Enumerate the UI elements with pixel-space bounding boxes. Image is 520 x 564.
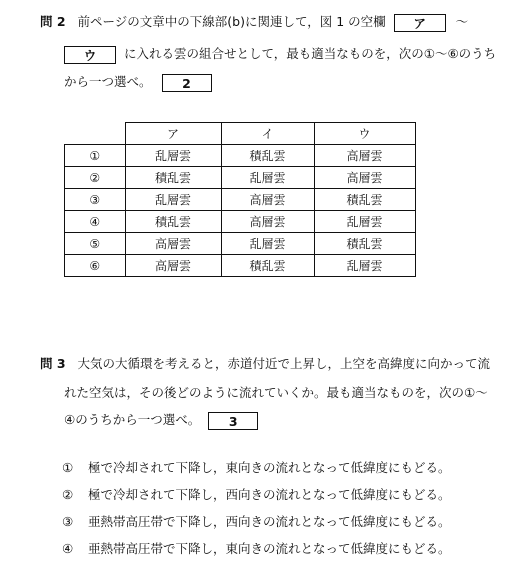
table-cell: 乱層雲 <box>125 189 221 211</box>
row-number: ③ <box>65 189 126 211</box>
choice-number: ① <box>62 460 74 475</box>
table-cell: 積乱雲 <box>314 189 415 211</box>
table-cell: 乱層雲 <box>125 145 221 167</box>
choice-2 <box>62 485 451 503</box>
table-cell: 乱層雲 <box>221 167 314 189</box>
choice-1 <box>62 458 451 476</box>
row-number: ⑥ <box>65 255 126 277</box>
choice-text: 極で冷却されて下降し，東向きの流れとなって低緯度にもどる。 <box>87 460 451 475</box>
table-corner <box>65 123 126 145</box>
answer-box-2: 2 <box>162 74 212 92</box>
choice-text: 極で冷却されて下降し，西向きの流れとなって低緯度にもどる。 <box>87 487 451 502</box>
blank-box-c: ウ <box>64 46 116 64</box>
table-cell: 高層雲 <box>314 167 415 189</box>
table-cell: 積乱雲 <box>125 167 221 189</box>
table-row <box>65 255 416 277</box>
q2-line-3-text: から一つ選べ。 <box>64 74 152 89</box>
row-number: ⑤ <box>65 233 126 255</box>
q3-line-1 <box>40 354 490 372</box>
table-header-a: ア <box>125 123 221 145</box>
q2-line-1 <box>40 12 468 32</box>
table-row <box>65 145 416 167</box>
table-cell: 積乱雲 <box>125 211 221 233</box>
answer-box-3: 3 <box>208 412 258 430</box>
table-cell: 高層雲 <box>221 189 314 211</box>
blank-box-a: ア <box>394 14 446 32</box>
q3-line-2-text: れた空気は，その後どのように流れていくか。最も適当なものを，次の①～ <box>64 385 488 400</box>
q2-line-2 <box>64 44 496 64</box>
row-number: ④ <box>65 211 126 233</box>
choice-number: ② <box>62 487 74 502</box>
table-row <box>65 233 416 255</box>
choice-text: 亜熱帯高圧帯で下降し，西向きの流れとなって低緯度にもどる。 <box>87 514 451 529</box>
q2-number: 問 2 <box>40 14 66 29</box>
table-row <box>65 189 416 211</box>
q2-line-1-text: 前ページの文章中の下線部(b)に関連して，図 1 の空欄 <box>77 14 386 29</box>
choice-number: ④ <box>62 541 74 556</box>
table-header-c: ウ <box>314 123 415 145</box>
table-row <box>65 211 416 233</box>
table-row <box>65 167 416 189</box>
q2-tilde: ～ <box>455 14 469 29</box>
q3-line-2 <box>64 383 488 401</box>
table-header-row <box>65 123 416 145</box>
choice-3 <box>62 512 451 530</box>
table-cell: 積乱雲 <box>314 233 415 255</box>
q3-number: 問 3 <box>40 356 66 371</box>
choice-number: ③ <box>62 514 74 529</box>
table-cell: 高層雲 <box>125 233 221 255</box>
row-number: ① <box>65 145 126 167</box>
table-cell: 高層雲 <box>221 211 314 233</box>
q2-line-3 <box>64 72 212 92</box>
table-cell: 高層雲 <box>314 145 415 167</box>
q3-line-3 <box>64 410 258 430</box>
q3-line-1-text: 大気の大循環を考えると，赤道付近で上昇し，上空を高緯度に向かって流 <box>77 356 491 371</box>
row-number: ② <box>65 167 126 189</box>
q3-line-3-text: ④のうちから一つ選べ。 <box>64 412 201 427</box>
table-cell: 乱層雲 <box>314 255 415 277</box>
choice-text: 亜熱帯高圧帯で下降し，東向きの流れとなって低緯度にもどる。 <box>87 541 451 556</box>
table-cell: 積乱雲 <box>221 255 314 277</box>
choice-4 <box>62 539 451 557</box>
cloud-combination-table <box>64 122 416 277</box>
q2-line-2-text: に入れる雲の組合せとして，最も適当なものを，次の①～⑥のうち <box>123 46 497 61</box>
table-cell: 乱層雲 <box>314 211 415 233</box>
table-header-b: イ <box>221 123 314 145</box>
table-cell: 積乱雲 <box>221 145 314 167</box>
table-cell: 乱層雲 <box>221 233 314 255</box>
table-cell: 高層雲 <box>125 255 221 277</box>
